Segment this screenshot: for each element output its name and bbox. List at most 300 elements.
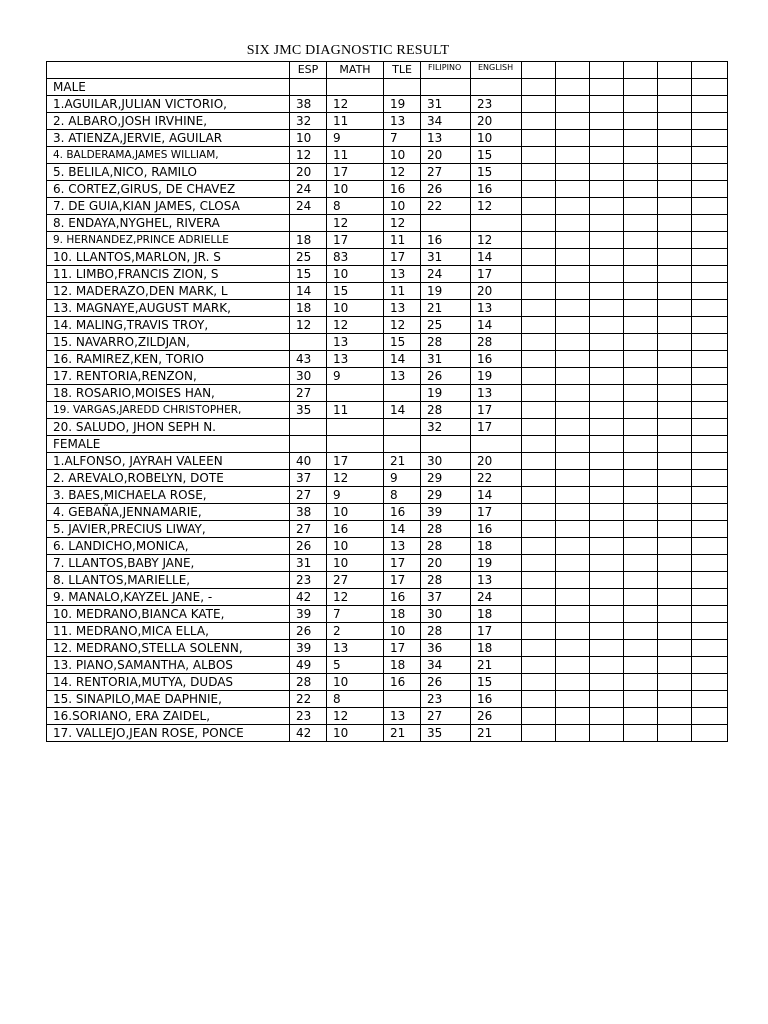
empty-cell [624,606,658,623]
empty-cell [692,453,728,470]
score-cell: 20 [421,147,471,164]
empty-cell [624,198,658,215]
score-cell: 26 [290,623,327,640]
score-cell: 26 [421,674,471,691]
empty-cell [590,606,624,623]
student-name: 3. ATIENZA,JERVIE, AGUILAR [47,130,290,147]
score-cell: 39 [421,504,471,521]
empty-cell [590,351,624,368]
score-cell [384,419,421,436]
empty-cell [522,470,556,487]
score-cell: 42 [290,725,327,742]
empty-cell [692,198,728,215]
table-row [47,164,728,181]
empty-cell [692,164,728,181]
score-cell: 17 [384,572,421,589]
score-cell: 19 [421,385,471,402]
score-cell: 10 [290,130,327,147]
empty-cell [624,351,658,368]
empty-cell [522,589,556,606]
document-title: SIX JMC DIAGNOSTIC RESULT [246,43,450,58]
score-cell [384,385,421,402]
score-cell: 12 [471,232,522,249]
empty-cell [590,725,624,742]
score-cell: 11 [327,147,384,164]
header-empty [692,62,728,79]
student-name: 11. LIMBO,FRANCIS ZION, S [47,266,290,283]
empty-cell [658,589,692,606]
empty-cell [522,351,556,368]
score-cell: 13 [327,334,384,351]
empty-cell [658,538,692,555]
empty-cell [658,572,692,589]
empty-cell [624,538,658,555]
empty-cell [590,147,624,164]
table-row [47,470,728,487]
table-row [47,572,728,589]
empty-cell [522,334,556,351]
score-cell: 36 [421,640,471,657]
empty-cell [658,79,692,96]
score-cell: 49 [290,657,327,674]
score-cell: 28 [421,334,471,351]
empty-cell [556,283,590,300]
empty-cell [590,317,624,334]
empty-cell [692,317,728,334]
empty-cell [692,640,728,657]
empty-cell [658,351,692,368]
table-row [47,589,728,606]
score-cell [327,385,384,402]
empty-cell [590,436,624,453]
score-cell: 9 [327,368,384,385]
empty-cell [624,164,658,181]
score-cell: 9 [327,130,384,147]
student-name: 6. CORTEZ,GIRUS, DE CHAVEZ [47,181,290,198]
score-cell: 7 [327,606,384,623]
table-row [47,300,728,317]
student-name: 9. HERNANDEZ,PRINCE ADRIELLE [47,232,290,249]
student-name: 2. ALBARO,JOSH IRVHINE, [47,113,290,130]
score-cell: 12 [327,215,384,232]
score-cell: 38 [290,96,327,113]
empty-cell [658,300,692,317]
score-cell: 18 [471,606,522,623]
empty-cell [522,130,556,147]
score-cell: 8 [327,198,384,215]
score-cell: 17 [384,249,421,266]
score-cell: 19 [471,368,522,385]
table-row [47,130,728,147]
score-cell [327,79,384,96]
empty-cell [522,725,556,742]
empty-cell [590,232,624,249]
empty-cell [692,147,728,164]
score-cell: 10 [327,504,384,521]
score-cell: 27 [327,572,384,589]
table-row [47,198,728,215]
empty-cell [590,215,624,232]
score-cell: 15 [471,674,522,691]
score-cell: 16 [384,181,421,198]
score-cell: 24 [471,589,522,606]
empty-cell [658,181,692,198]
empty-cell [556,147,590,164]
score-cell: 10 [327,266,384,283]
table-row [47,334,728,351]
empty-cell [692,623,728,640]
empty-cell [624,181,658,198]
table-row [47,521,728,538]
header-empty [658,62,692,79]
empty-cell [692,436,728,453]
score-cell: 17 [471,504,522,521]
score-cell [471,79,522,96]
empty-cell [692,300,728,317]
student-name: 12. MADERAZO,DEN MARK, L [47,283,290,300]
empty-cell [522,385,556,402]
score-cell: 20 [471,113,522,130]
student-name: 1.AGUILAR,JULIAN VICTORIO, [47,96,290,113]
score-cell: 18 [290,232,327,249]
score-cell: 12 [384,215,421,232]
empty-cell [624,96,658,113]
empty-cell [590,96,624,113]
empty-cell [556,317,590,334]
empty-cell [556,470,590,487]
empty-cell [658,453,692,470]
empty-cell [590,640,624,657]
empty-cell [658,487,692,504]
score-cell [421,215,471,232]
score-cell: 19 [471,555,522,572]
score-cell: 16 [471,181,522,198]
score-cell: 8 [327,691,384,708]
score-cell: 16 [471,521,522,538]
table-row [47,79,728,96]
score-cell: 24 [421,266,471,283]
empty-cell [522,640,556,657]
score-cell: 43 [290,351,327,368]
empty-cell [658,317,692,334]
empty-cell [522,266,556,283]
header-esp: ESP [290,62,327,79]
score-cell: 31 [421,249,471,266]
score-cell: 23 [421,691,471,708]
empty-cell [522,317,556,334]
student-name: 12. MEDRANO,STELLA SOLENN, [47,640,290,657]
score-cell [384,79,421,96]
empty-cell [658,215,692,232]
header-filipino: FILIPINO [421,62,471,79]
empty-cell [556,368,590,385]
empty-cell [590,589,624,606]
header-empty [556,62,590,79]
empty-cell [556,249,590,266]
empty-cell [590,130,624,147]
empty-cell [624,674,658,691]
table-row [47,640,728,657]
score-cell: 24 [290,181,327,198]
empty-cell [556,436,590,453]
empty-cell [692,402,728,419]
score-cell: 18 [471,538,522,555]
empty-cell [658,266,692,283]
score-cell [290,79,327,96]
empty-cell [624,215,658,232]
score-cell: 13 [471,572,522,589]
score-cell: 39 [290,640,327,657]
empty-cell [692,504,728,521]
empty-cell [692,130,728,147]
empty-cell [692,215,728,232]
empty-cell [556,402,590,419]
student-name: 14. MALING,TRAVIS TROY, [47,317,290,334]
table-row [47,504,728,521]
empty-cell [624,504,658,521]
score-cell: 12 [327,589,384,606]
score-cell: 13 [471,300,522,317]
table-row [47,657,728,674]
student-name: 6. LANDICHO,MONICA, [47,538,290,555]
score-cell: 10 [327,725,384,742]
score-cell: 13 [421,130,471,147]
empty-cell [624,725,658,742]
empty-cell [658,436,692,453]
empty-cell [624,657,658,674]
empty-cell [624,130,658,147]
student-name: 7. LLANTOS,BABY JANE, [47,555,290,572]
empty-cell [556,657,590,674]
empty-cell [658,334,692,351]
empty-cell [590,385,624,402]
empty-cell [590,249,624,266]
student-name: 5. BELILA,NICO, RAMILO [47,164,290,181]
empty-cell [556,215,590,232]
empty-cell [624,470,658,487]
empty-cell [658,623,692,640]
table-row [47,555,728,572]
score-cell: 18 [384,606,421,623]
empty-cell [590,555,624,572]
empty-cell [556,572,590,589]
table-row [47,674,728,691]
score-cell: 13 [384,538,421,555]
student-name: 10. MEDRANO,BIANCA KATE, [47,606,290,623]
empty-cell [692,708,728,725]
score-cell: 22 [471,470,522,487]
header-tle: TLE [384,62,421,79]
score-cell [290,419,327,436]
empty-cell [692,538,728,555]
score-cell: 12 [290,317,327,334]
student-name: 2. AREVALO,ROBELYN, DOTE [47,470,290,487]
student-name: 20. SALUDO, JHON SEPH N. [47,419,290,436]
score-cell: 16 [327,521,384,538]
score-cell: 17 [327,232,384,249]
empty-cell [624,249,658,266]
student-name: 17. VALLEJO,JEAN ROSE, PONCE [47,725,290,742]
score-cell: 39 [290,606,327,623]
score-cell: 40 [290,453,327,470]
score-cell: 13 [471,385,522,402]
empty-cell [692,470,728,487]
score-cell: 13 [384,368,421,385]
score-cell: 18 [384,657,421,674]
table-row [47,351,728,368]
empty-cell [624,691,658,708]
empty-cell [658,640,692,657]
score-cell: 12 [327,470,384,487]
empty-cell [658,96,692,113]
student-name: 5. JAVIER,PRECIUS LIWAY, [47,521,290,538]
empty-cell [692,334,728,351]
empty-cell [692,674,728,691]
score-cell: 10 [327,674,384,691]
empty-cell [624,368,658,385]
empty-cell [556,198,590,215]
header-row [47,62,728,79]
score-cell: 27 [290,521,327,538]
empty-cell [590,691,624,708]
empty-cell [556,300,590,317]
empty-cell [590,453,624,470]
empty-cell [522,181,556,198]
table-row [47,368,728,385]
score-cell: 21 [384,453,421,470]
score-cell: 11 [327,113,384,130]
table-row [47,606,728,623]
empty-cell [692,232,728,249]
empty-cell [658,606,692,623]
empty-cell [556,266,590,283]
score-cell: 15 [471,147,522,164]
empty-cell [590,708,624,725]
score-cell: 12 [327,708,384,725]
empty-cell [556,674,590,691]
empty-cell [590,623,624,640]
score-cell: 12 [384,164,421,181]
empty-cell [522,708,556,725]
empty-cell [692,657,728,674]
empty-cell [522,402,556,419]
empty-cell [692,419,728,436]
empty-cell [590,79,624,96]
table-body [47,79,728,742]
empty-cell [658,674,692,691]
score-cell: 15 [471,164,522,181]
empty-cell [658,725,692,742]
empty-cell [590,521,624,538]
score-cell [384,691,421,708]
student-name: 15. SINAPILO,MAE DAPHNIE, [47,691,290,708]
empty-cell [556,589,590,606]
score-cell: 28 [421,521,471,538]
empty-cell [556,640,590,657]
score-cell: 28 [421,402,471,419]
empty-cell [624,300,658,317]
empty-cell [556,708,590,725]
score-cell: 21 [384,725,421,742]
empty-cell [556,96,590,113]
empty-cell [590,402,624,419]
empty-cell [556,113,590,130]
empty-cell [556,487,590,504]
empty-cell [522,555,556,572]
score-cell: 16 [384,589,421,606]
score-cell: 14 [471,487,522,504]
empty-cell [556,419,590,436]
empty-cell [590,113,624,130]
score-cell: 13 [384,300,421,317]
empty-cell [590,572,624,589]
table-row [47,453,728,470]
empty-cell [522,538,556,555]
student-name: 16.SORIANO, ERA ZAIDEL, [47,708,290,725]
score-cell [421,436,471,453]
header-empty [522,62,556,79]
empty-cell [522,79,556,96]
empty-cell [522,691,556,708]
student-name: 8. ENDAYA,NYGHEL, RIVERA [47,215,290,232]
empty-cell [658,147,692,164]
empty-cell [590,334,624,351]
empty-cell [692,113,728,130]
empty-cell [692,725,728,742]
score-cell: 17 [471,402,522,419]
table-row [47,419,728,436]
empty-cell [692,266,728,283]
empty-cell [692,181,728,198]
table-row [47,283,728,300]
empty-cell [658,283,692,300]
score-cell: 26 [421,181,471,198]
empty-cell [522,419,556,436]
empty-cell [556,181,590,198]
empty-cell [522,368,556,385]
empty-cell [658,708,692,725]
score-cell: 21 [471,725,522,742]
empty-cell [692,283,728,300]
score-cell: 28 [421,623,471,640]
student-name: 7. DE GUIA,KIAN JAMES, CLOSA [47,198,290,215]
score-cell [290,334,327,351]
score-cell: 28 [290,674,327,691]
score-cell: 10 [384,623,421,640]
score-cell: 27 [421,708,471,725]
table-row [47,436,728,453]
empty-cell [590,538,624,555]
empty-cell [556,334,590,351]
empty-cell [658,521,692,538]
empty-cell [522,300,556,317]
score-cell: 25 [290,249,327,266]
empty-cell [658,198,692,215]
empty-cell [624,436,658,453]
empty-cell [590,470,624,487]
score-cell: 37 [421,589,471,606]
empty-cell [658,113,692,130]
score-cell: 13 [384,113,421,130]
score-cell: 7 [384,130,421,147]
empty-cell [658,164,692,181]
empty-cell [624,487,658,504]
score-cell: 13 [384,708,421,725]
empty-cell [590,368,624,385]
score-cell: 17 [471,623,522,640]
empty-cell [624,555,658,572]
student-name: 13. PIANO,SAMANTHA, ALBOS [47,657,290,674]
